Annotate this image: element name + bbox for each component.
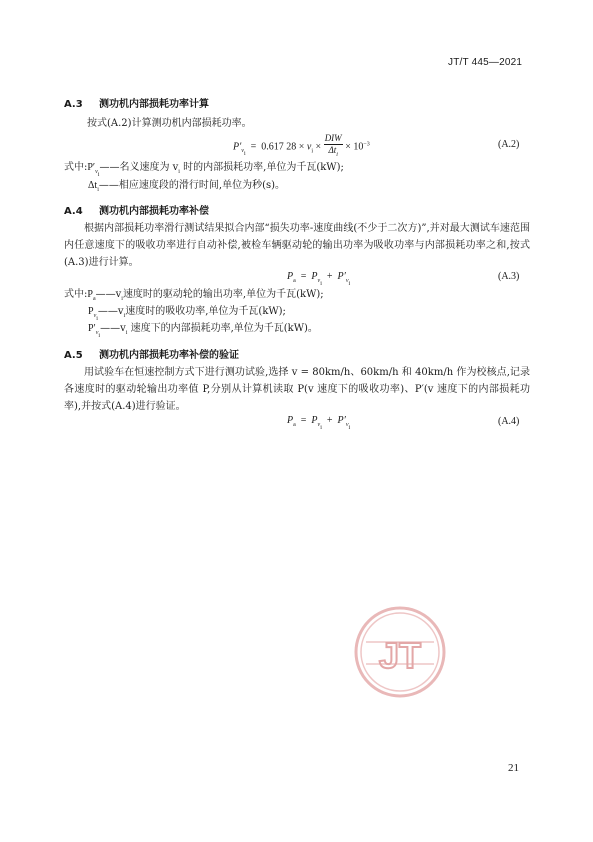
- section-a5-paragraph: 用试验车在恒速控制方式下进行测功试验,选择 v = 80km/h、60km/h 和 40km/h 作为校核点,记录各速度时的驱动轮输出功率值 P,分别从计算机读取 P(v 速度下的吸收功率)、P′(v 速度下的内部损耗功率),并按式(A.4)进行验证。: [64, 367, 530, 412]
- section-a3-heading: [64, 95, 209, 110]
- equation-number-a2: (A.2): [498, 139, 520, 150]
- where-item-pa: 式中$:P_a——v_i$速度时的驱动轮的输出功率,单位为千瓦(kW);: [64, 289, 324, 302]
- section-title: 测功机内部损耗功率计算: [99, 99, 209, 110]
- section-a4-paragraph: 根据内部损耗功率滑行测试结果拟合内部“损失功率-速度曲线(不少于二次方)”,并对最大测试车速范围内任意速度下的吸收功率进行自动补偿,被检车辆驱动轮的输出功率为吸收功率与内部损耗功率之和,按式(A.3)进行计算。: [64, 223, 530, 268]
- fraction: $\frac{\text{DIW}}{\Delta t_i}$: [324, 133, 342, 158]
- where-item-pvi: $P_{v_i}——v_i$速度时的吸收功率,单位为千瓦(kW);: [88, 306, 286, 322]
- equation-number-a3: (A.3): [498, 271, 520, 282]
- equation-a2: $P'_{v_i} = 0.617$ $28 \times v_i$ × $\frac{\text{DIW}}{\Delta t_i}$ × $10^{-3}$: [233, 133, 370, 161]
- document-code: JT/T 445—2021: [448, 57, 523, 68]
- where-item-p-prime: 式中$:P'_{v_i}——$名义速度为 $v_i$ 时的内部损耗功率,单位为千瓦(kW);: [64, 162, 344, 178]
- page-number: 21: [508, 762, 519, 774]
- section-number: A.3: [64, 99, 83, 110]
- section-a5-heading: [64, 346, 239, 361]
- equation-a3: $P_a = P_{v_i} + P'_{v_i}$: [287, 271, 351, 287]
- section-a4-heading: [64, 202, 209, 217]
- section-number: A.4: [64, 206, 83, 217]
- equation-number-a4: (A.4): [498, 416, 520, 427]
- where-item-delta-t: $\Delta t_i——$相应速度段的滑行时间,单位为秒(s)。: [88, 180, 286, 193]
- section-a3-intro: 按式(A.2)计算测功机内部损耗功率。: [87, 118, 252, 129]
- jt-watermark-logo: [352, 604, 448, 700]
- where-item-p-prime-vi: $P'_{v_i}——v_i$ 速度下的内部损耗功率,单位为千瓦(kW)。: [88, 323, 318, 339]
- section-title: 测功机内部损耗功率补偿: [99, 206, 209, 217]
- watermark-text: JT: [378, 635, 422, 676]
- equation-a4: $P_a = P_{v_i} + P'_{v_i}$: [287, 415, 351, 431]
- section-number: A.5: [64, 350, 83, 361]
- section-title: 测功机内部损耗功率补偿的验证: [99, 350, 239, 361]
